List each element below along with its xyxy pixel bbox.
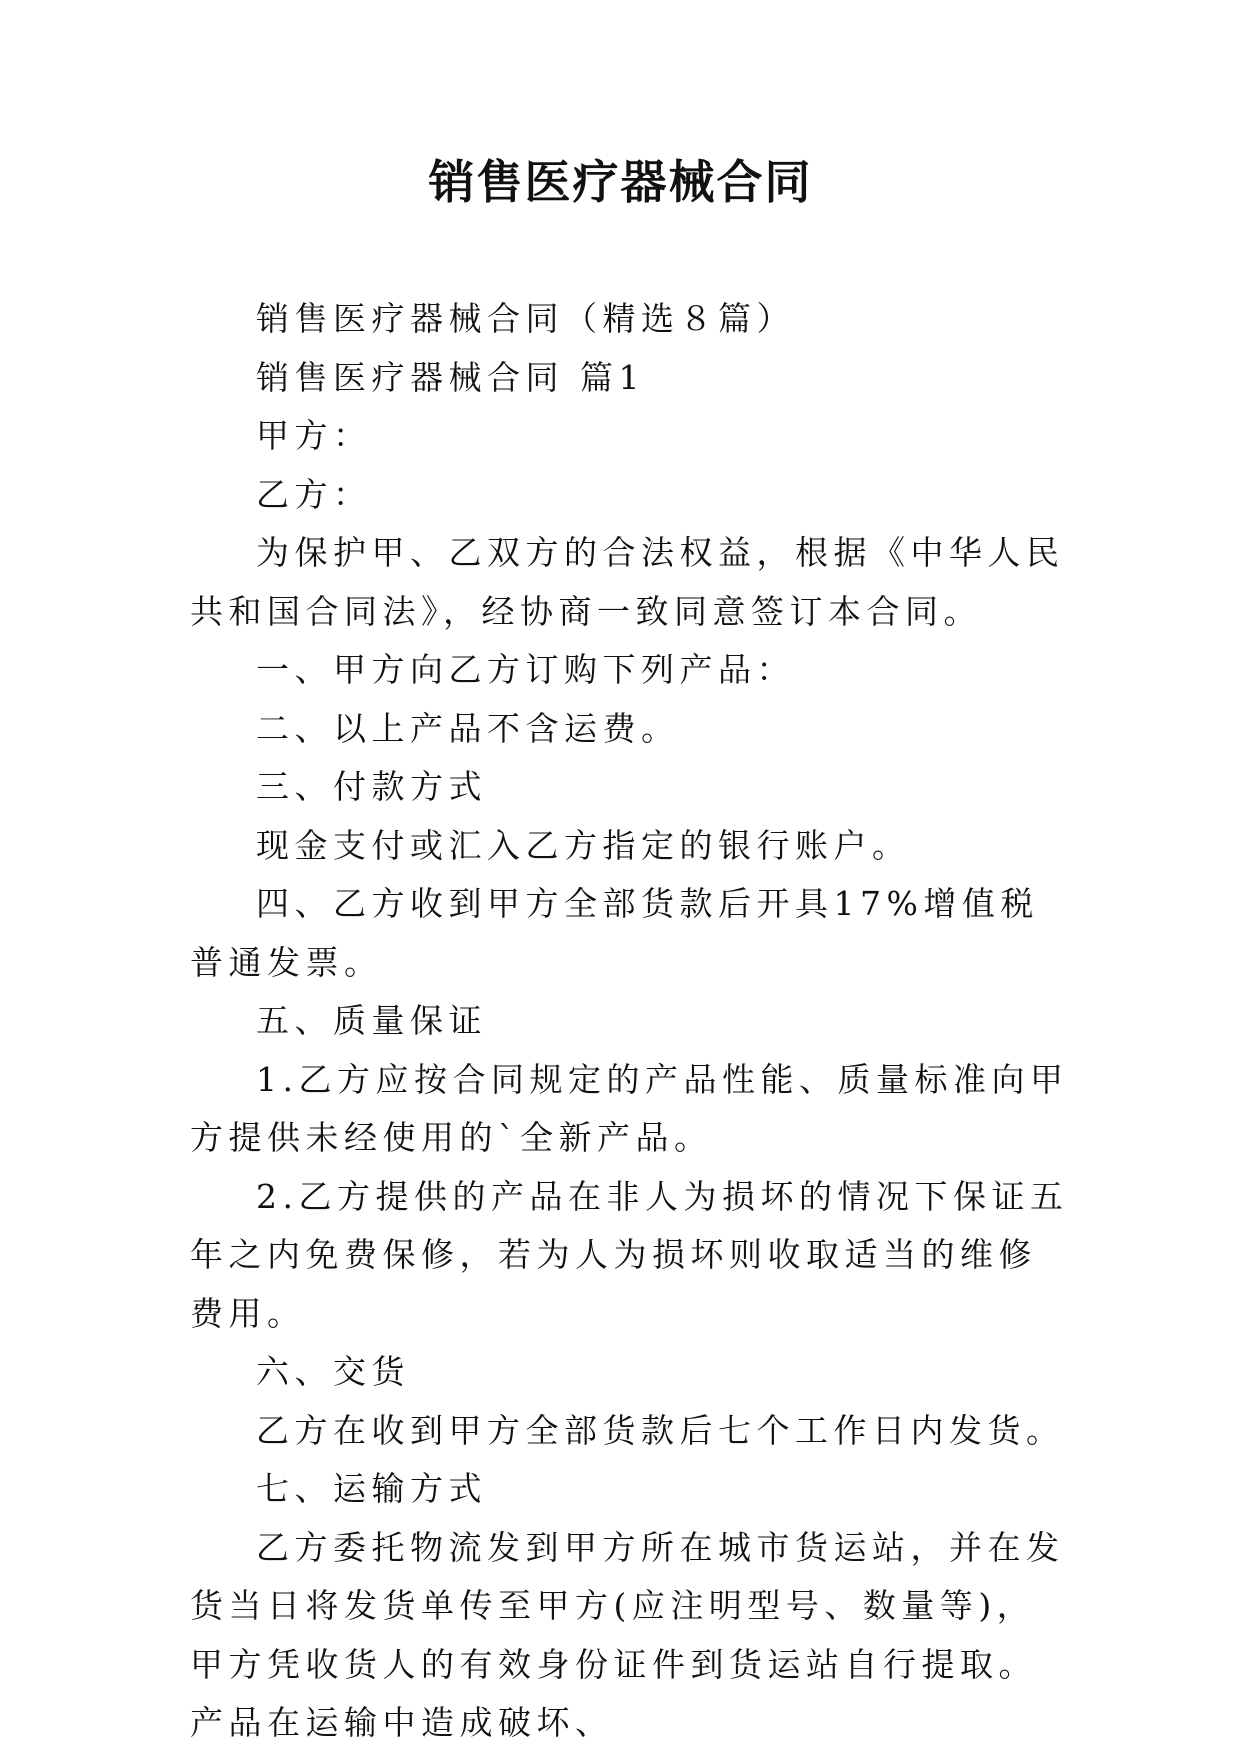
party-b-label: 乙方：	[256, 474, 372, 514]
clause-6-heading: 六、交货	[256, 1352, 410, 1391]
clause-6-text: 乙方在收到甲方全部货款后七个工作日内发货。	[256, 1410, 1065, 1450]
clause-5-item-2: 2.乙方提供的产品在非人为损坏的情况下保证五年之内免费保修，若为人为损坏则收取适当的维修费用。	[190, 1176, 1069, 1333]
clause-4-text: 四、乙方收到甲方全部货款后开具17%增值税普通发票。	[190, 884, 1039, 982]
clause-7-text: 乙方委托物流发到甲方所在城市货运站，并在发货当日将发货单传至甲方(应注明型号、数量等)，甲方凭收货人的有效身份证件到货运站自行提取。产品在运输中造成破坏、	[190, 1527, 1065, 1742]
clause-3-heading: 三、付款方式	[256, 767, 487, 806]
preamble-paragraph: 为保护甲、乙双方的合法权益，根据《中华人民共和国合同法》，经协商一致同意签订本合同。	[190, 533, 1065, 631]
document-body	[190, 290, 1070, 1753]
clause-5-heading: 五、质量保证	[256, 1001, 487, 1040]
party-a-label: 甲方：	[256, 416, 372, 455]
clause-2-heading: 二、以上产品不含运费。	[256, 708, 680, 748]
clause-7-heading: 七、运输方式	[256, 1469, 487, 1508]
subtitle-paragraph: 销售医疗器械合同（精选８篇）	[256, 299, 795, 338]
clause-1-heading: 一、甲方向乙方订购下列产品：	[256, 650, 795, 689]
clause-5-item-1: 1.乙方应按合同规定的产品性能、质量标准向甲方提供未经使用的`全新产品。	[190, 1059, 1069, 1157]
document-title: 销售医疗器械合同	[428, 155, 813, 209]
section-heading: 销售医疗器械合同 篇1	[256, 357, 645, 397]
clause-3-text: 现金支付或汇入乙方指定的银行账户。	[256, 825, 911, 865]
